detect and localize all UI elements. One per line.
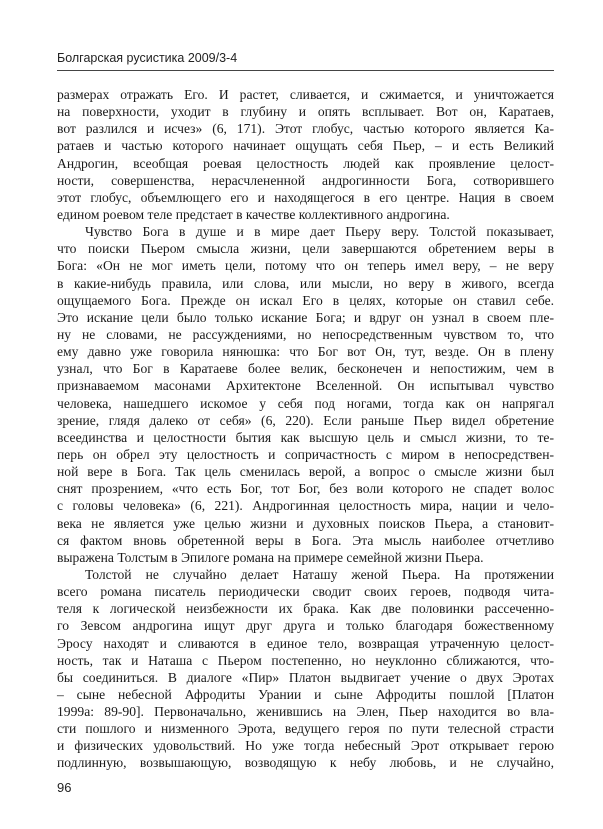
text-line: ность, так и Наташа с Пьером постепенно, но неуклонно сближаются, что- <box>57 652 554 668</box>
text-line: что поиски Пьером смысла жизни, цели завершаются обретением веры в <box>57 241 554 257</box>
text-line: ему давно уже говорила нянюшка: что Бог вот Он, тут, везде. Он в плену <box>57 344 554 360</box>
text-line: этот глобус, объемлющего его и находящегося в его центре. Нация в своем <box>57 189 554 205</box>
text-line: в какие-нибудь правила, или слова, или мысли, но веру в живого, всегда <box>57 275 554 291</box>
text-line: сти пошлого и низменного Эрота, ведущего героя по пути телесной страсти <box>57 721 554 737</box>
text-line: размерах отражать Его. И растет, сливается, и сжимается, и уничтожается <box>57 87 554 102</box>
paragraph-1 <box>57 86 554 223</box>
text-line: ности, совершенства, нерасчлененной андрогинности Бога, сотворившего <box>57 172 554 188</box>
text-line: вот разлился и исчез» (6, 171). Этот глобус, частью которого является Ка- <box>57 121 554 137</box>
text-line: человека, нашедшего искомое у себя под ногами, тогда как он напрягал <box>57 395 554 411</box>
article-body <box>57 86 554 772</box>
paragraph-3 <box>57 566 554 772</box>
text-line: подлинную, возвышающую, возводящую к небу любовь, и не случайно, <box>57 755 554 771</box>
text-line: всеединства и целостности бытия как высшую цель и смысл жизни, то те- <box>57 429 554 445</box>
text-line: выражена Толстым в Эпилоге романа на примере семейной жизни Пьера. <box>57 549 484 565</box>
text-line: с головы человека» (6, 221). Андрогинная целостность мира, нации и чело- <box>57 498 554 514</box>
text-line: на поверхности, уходит в глубину и опять всплывает. Вот он, Каратаев, <box>57 104 554 120</box>
text-line: всего романа писатель периодически сводит своих героев, подводя чита- <box>57 584 554 600</box>
text-line: ся фактом вновь обретенной веры в Бога. Эта мысль наиболее отчетливо <box>57 532 554 548</box>
text-line: 1999а: 89-90]. Первоначально, женившись на Элен, Пьер находится во вла- <box>57 704 554 720</box>
text-line: – сыне небесной Афродиты Урании и сыне Афродиты пошлой [Платон <box>57 686 554 702</box>
text-line: Эросу находят и сливаются в единое тело, возвращая утраченную целост- <box>57 635 554 651</box>
text-line: едином роевом теле предстает в качестве коллективного андрогина. <box>57 206 450 222</box>
text-line: ной вере в Бога. Так цель сменилась верой, а вопрос о смысле жизни был <box>57 464 554 480</box>
text-line: Чувство Бога в душе и в мире дает Пьеру веру. Толстой показывает, <box>85 224 554 240</box>
text-line: Это искание цели было только искание Бога; и вдруг он узнал в своем пле- <box>57 309 554 325</box>
text-line: ратаев и частью которого начинает ощущать себя Пьер, – и есть Великий <box>57 138 554 154</box>
text-line: ну не словами, не рассуждениями, но непосредственным чувством то, что <box>57 326 554 342</box>
text-line: признаваемом масонами Архитектоне Вселенной. Он испытывал чувство <box>57 378 554 394</box>
text-line: бы соединиться. В диалоге «Пир» Платон выдвигает учение о двух Эротах <box>57 669 554 685</box>
paragraph-2 <box>57 223 554 566</box>
text-line: Бога: «Он не мог иметь цели, потому что он теперь имел веру, – не веру <box>57 258 554 274</box>
header-divider <box>57 70 554 71</box>
text-line: перь он обрел эту целостность и сопричастность с миром в непосредствен- <box>57 446 554 462</box>
text-line: Андрогин, всеобщая роевая целостность людей как проявление целост- <box>57 155 554 171</box>
text-line: теля к логической неизбежности их брака. Как две половинки рассеченно- <box>57 601 554 617</box>
text-line: века не является уже целью жизни и духовных поисков Пьера, а становит- <box>57 515 554 531</box>
text-line: зрение, глядя далеко от себя» (6, 220). Если раньше Пьер видел обретение <box>57 412 554 428</box>
text-line: снят прозрением, «что есть Бог, тот Бог, без воли которого не спадет волос <box>57 481 554 497</box>
running-title: Болгарская русистика 2009/3-4 <box>57 51 238 65</box>
text-line: ощущаемого Бога. Прежде он искал Его в целях, которые он ставил себе. <box>57 292 554 308</box>
text-line: Толстой не случайно делает Наташу женой Пьера. На протяжении <box>85 566 554 582</box>
text-line: и физических удовольствий. Но уже тогда небесный Эрот открывает герою <box>57 738 554 754</box>
text-line: узнал, что Бог в Каратаеве более велик, бесконечен и непостижим, чем в <box>57 361 554 377</box>
page-number: 96 <box>57 780 72 795</box>
text-line: го Зевсом андрогина ищут друг друга и только благодаря божественному <box>57 618 554 634</box>
